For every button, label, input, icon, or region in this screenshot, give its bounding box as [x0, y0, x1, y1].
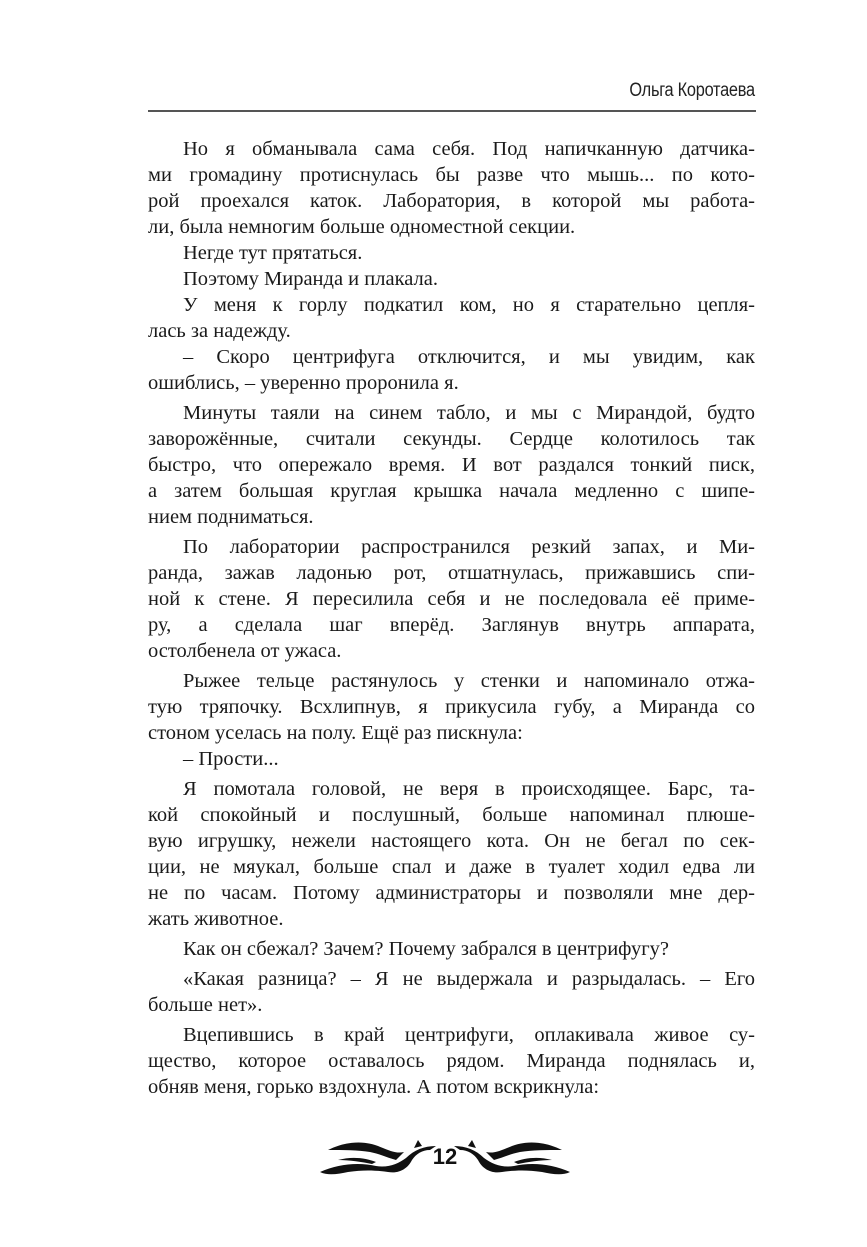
text-line: кой спокойный и послушный, больше напоминал плюше- [148, 804, 755, 826]
dragon-ornament-left-icon [318, 1136, 438, 1178]
text-line: ции, не мяукал, больше спал и даже в туалет ходил едва ли [148, 856, 755, 878]
text-line: вую игрушку, нежели настоящего кота. Он не бегал по сек- [148, 830, 755, 852]
text-line: Вцепившись в край центрифуги, оплакивала живое су- [183, 1024, 755, 1046]
text-line: нием подниматься. [148, 506, 314, 528]
paragraph [148, 776, 755, 932]
text-line: ошиблись, – уверенно проронила я. [148, 372, 459, 394]
text-line: Как он сбежал? Зачем? Почему забрался в центрифугу? [183, 938, 669, 960]
text-line: тую тряпочку. Всхлипнув, я прикусила губу, а Миранда со [148, 696, 755, 718]
text-line: Рыжее тельце растянулось у стенки и напоминало отжа- [183, 670, 755, 692]
paragraph [148, 936, 755, 962]
text-line: обняв меня, горько вздохнула. А потом вскрикнула: [148, 1076, 600, 1098]
text-line: У меня к горлу подкатил ком, но я старательно цепля- [183, 294, 755, 316]
text-line: Но я обманывала сама себя. Под напичканную датчика- [183, 138, 755, 160]
paragraph [148, 1022, 755, 1100]
text-line: щество, которое оставалось рядом. Миранда поднялась и, [148, 1050, 755, 1072]
text-line: рой проехался каток. Лаборатория, в которой мы работа- [148, 190, 755, 212]
text-line: Я помотала головой, не веря в происходящее. Барс, та- [183, 778, 755, 800]
text-line: Негде тут прятаться. [183, 242, 363, 264]
text-line: больше нет». [148, 994, 263, 1016]
paragraph [148, 966, 755, 1018]
text-line: остолбенела от ужаса. [148, 640, 342, 662]
text-line: лась за надежду. [148, 320, 291, 342]
running-header [148, 80, 755, 102]
paragraph [148, 534, 755, 664]
paragraph [148, 292, 755, 344]
paragraph [148, 746, 755, 772]
text-line: жать животное. [148, 908, 284, 930]
text-line: ли, была немногим больше одноместной секции. [148, 216, 576, 238]
text-line: «Какая разница? – Я не выдержала и разрыдалась. – Его [183, 968, 755, 990]
page-footer [0, 1130, 867, 1180]
text-line: ранда, зажав ладонью рот, отшатнулась, прижавшись спи- [148, 562, 755, 584]
paragraph [148, 240, 755, 266]
text-line: Минуты таяли на синем табло, и мы с Мирандой, будто [183, 402, 755, 424]
text-line: заворожённые, считали секунды. Сердце колотилось так [148, 428, 755, 450]
text-line: ной к стене. Я пересилила себя и не последовала её приме- [148, 588, 755, 610]
header-rule [148, 110, 756, 112]
text-line: – Скоро центрифуга отключится, и мы увидим, как [183, 346, 755, 368]
text-line: ми громадину протиснулась бы разве что мышь... по кото- [148, 164, 755, 186]
dragon-ornament-right-icon [452, 1136, 572, 1178]
paragraph [148, 400, 755, 530]
text-line: По лаборатории распространился резкий запах, и Ми- [183, 536, 755, 558]
text-line: не по часам. Потому администраторы и позволяли мне дер- [148, 882, 755, 904]
text-line: Поэтому Миранда и плакала. [183, 268, 438, 290]
paragraph [148, 136, 755, 240]
text-line: а затем большая круглая крышка начала медленно с шипе- [148, 480, 755, 502]
text-line: – Прости... [183, 748, 279, 770]
text-line: ру, а сделала шаг вперёд. Заглянув внутрь аппарата, [148, 614, 755, 636]
author-name: Ольга Коротаева [629, 80, 755, 101]
paragraph [148, 668, 755, 746]
text-line: быстро, что опережало время. И вот раздался тонкий писк, [148, 454, 755, 476]
paragraph [148, 344, 755, 396]
text-line: стоном уселась на полу. Ещё раз пискнула: [148, 722, 523, 744]
page-number: 12 [432, 1144, 458, 1169]
body-text [148, 136, 755, 1100]
paragraph [148, 266, 755, 292]
